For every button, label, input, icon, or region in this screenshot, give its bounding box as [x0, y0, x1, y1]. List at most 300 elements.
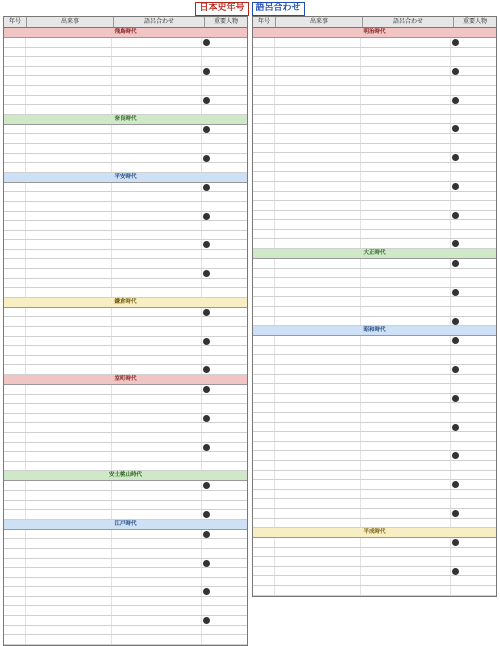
person-cell — [451, 567, 496, 576]
mnemonic-cell — [361, 259, 451, 268]
header-year: 年号 — [253, 17, 276, 27]
person-cell — [451, 490, 496, 499]
table-row — [253, 461, 496, 471]
event-cell — [275, 211, 361, 220]
event-cell — [26, 337, 112, 346]
person-cell — [202, 38, 247, 47]
left-column — [3, 16, 248, 646]
table-row — [4, 587, 247, 597]
year-cell — [253, 365, 275, 374]
year-cell — [253, 355, 275, 364]
table-row — [253, 172, 496, 182]
table-row — [4, 86, 247, 96]
event-cell — [26, 365, 112, 374]
header-event: 出来事 — [276, 17, 363, 27]
year-cell — [4, 48, 26, 57]
mnemonic-cell — [361, 230, 451, 239]
table-row — [253, 355, 496, 365]
mnemonic-cell — [361, 163, 451, 172]
person-cell — [451, 86, 496, 95]
person-cell — [202, 183, 247, 192]
year-cell — [4, 539, 26, 548]
table-row — [253, 220, 496, 230]
person-illustration-icon — [452, 125, 459, 132]
person-cell — [202, 423, 247, 432]
table-row — [4, 501, 247, 511]
year-cell — [4, 481, 26, 490]
mnemonic-cell — [112, 597, 202, 606]
mnemonic-cell — [361, 153, 451, 162]
event-cell — [26, 433, 112, 442]
table-row — [4, 279, 247, 289]
event-cell — [26, 404, 112, 413]
year-cell — [4, 144, 26, 153]
person-cell — [202, 559, 247, 568]
event-cell — [26, 279, 112, 288]
mnemonic-cell — [112, 395, 202, 404]
table-row — [4, 231, 247, 241]
year-cell — [4, 501, 26, 510]
event-cell — [26, 221, 112, 230]
year-cell — [4, 606, 26, 615]
person-cell — [451, 480, 496, 489]
mnemonic-cell — [361, 192, 451, 201]
mnemonic-cell — [112, 481, 202, 490]
mnemonic-cell — [361, 115, 451, 124]
mnemonic-cell — [112, 96, 202, 105]
mnemonic-cell — [112, 462, 202, 471]
year-cell — [4, 231, 26, 240]
table-row — [253, 259, 496, 269]
event-cell — [275, 278, 361, 287]
event-cell — [275, 394, 361, 403]
mnemonic-cell — [112, 192, 202, 201]
person-illustration-icon — [203, 39, 210, 46]
person-cell — [451, 346, 496, 355]
table-row — [4, 597, 247, 607]
person-cell — [451, 124, 496, 133]
person-cell — [451, 365, 496, 374]
table-row — [4, 259, 247, 269]
year-cell — [4, 96, 26, 105]
person-cell — [451, 288, 496, 297]
table-row — [253, 442, 496, 452]
event-cell — [275, 365, 361, 374]
event-cell — [275, 76, 361, 85]
event-cell — [275, 57, 361, 66]
person-illustration-icon — [452, 212, 459, 219]
person-illustration-icon — [203, 617, 210, 624]
mnemonic-cell — [361, 461, 451, 470]
person-cell — [202, 462, 247, 471]
mnemonic-cell — [112, 259, 202, 268]
event-cell — [275, 220, 361, 229]
year-cell — [4, 385, 26, 394]
person-cell — [451, 48, 496, 57]
mnemonic-cell — [361, 134, 451, 143]
event-cell — [26, 452, 112, 461]
person-illustration-icon — [203, 213, 210, 220]
person-cell — [451, 201, 496, 210]
table-row — [4, 269, 247, 279]
year-cell — [4, 549, 26, 558]
year-cell — [4, 269, 26, 278]
event-cell — [26, 259, 112, 268]
event-cell — [26, 549, 112, 558]
mnemonic-cell — [112, 202, 202, 211]
person-cell — [202, 105, 247, 114]
event-cell — [26, 57, 112, 66]
year-cell — [253, 413, 275, 422]
mnemonic-cell — [112, 67, 202, 76]
person-cell — [202, 57, 247, 66]
mnemonic-cell — [361, 567, 451, 576]
person-cell — [451, 499, 496, 508]
mnemonic-cell — [112, 240, 202, 249]
event-cell — [275, 38, 361, 47]
event-cell — [275, 153, 361, 162]
event-cell — [26, 86, 112, 95]
mnemonic-cell — [361, 451, 451, 460]
person-cell — [451, 67, 496, 76]
table-row — [253, 269, 496, 279]
year-cell — [253, 259, 275, 268]
year-cell — [253, 67, 275, 76]
year-cell — [253, 384, 275, 393]
event-cell — [26, 510, 112, 519]
event-cell — [26, 395, 112, 404]
mnemonic-cell — [361, 86, 451, 95]
table-row — [253, 307, 496, 317]
person-illustration-icon — [203, 444, 210, 451]
event-cell — [275, 134, 361, 143]
year-cell — [253, 538, 275, 547]
event-cell — [26, 346, 112, 355]
person-illustration-icon — [452, 183, 459, 190]
person-cell — [202, 539, 247, 548]
table-row — [4, 635, 247, 645]
table-row — [4, 337, 247, 347]
event-cell — [275, 538, 361, 547]
person-cell — [202, 67, 247, 76]
era-header: 鎌倉時代 — [4, 298, 247, 308]
event-cell — [26, 462, 112, 471]
table-row — [253, 76, 496, 86]
era-header: 大正時代 — [253, 249, 496, 259]
mnemonic-cell — [361, 38, 451, 47]
table-row — [253, 134, 496, 144]
person-illustration-icon — [452, 240, 459, 247]
year-cell — [4, 327, 26, 336]
person-cell — [202, 395, 247, 404]
person-cell — [202, 154, 247, 163]
year-cell — [253, 144, 275, 153]
event-cell — [275, 346, 361, 355]
person-cell — [202, 549, 247, 558]
person-illustration-icon — [452, 39, 459, 46]
table-row — [253, 384, 496, 394]
mnemonic-cell — [361, 375, 451, 384]
person-cell — [202, 269, 247, 278]
mnemonic-cell — [361, 586, 451, 595]
table-row — [4, 48, 247, 58]
year-cell — [4, 259, 26, 268]
mnemonic-cell — [112, 231, 202, 240]
header-person: 重要人物 — [462, 18, 487, 25]
event-cell — [275, 336, 361, 345]
person-cell — [202, 346, 247, 355]
person-cell — [202, 259, 247, 268]
era-header: 室町時代 — [4, 375, 247, 385]
table-row — [4, 183, 247, 193]
mnemonic-cell — [112, 144, 202, 153]
year-cell — [4, 192, 26, 201]
event-cell — [26, 414, 112, 423]
mnemonic-cell — [112, 125, 202, 134]
event-cell — [275, 163, 361, 172]
person-cell — [451, 317, 496, 326]
table-row — [253, 105, 496, 115]
year-cell — [4, 76, 26, 85]
year-cell — [4, 288, 26, 297]
person-cell — [451, 442, 496, 451]
person-cell — [202, 578, 247, 587]
event-cell — [26, 501, 112, 510]
mnemonic-cell — [361, 346, 451, 355]
mnemonic-cell — [361, 499, 451, 508]
mnemonic-cell — [361, 278, 451, 287]
person-cell — [451, 451, 496, 460]
table-row — [253, 278, 496, 288]
person-cell — [451, 548, 496, 557]
table-row — [253, 153, 496, 163]
person-cell — [451, 182, 496, 191]
mnemonic-cell — [112, 568, 202, 577]
table-row — [253, 557, 496, 567]
year-cell — [4, 395, 26, 404]
event-cell — [26, 96, 112, 105]
table-row — [4, 356, 247, 366]
table-row — [253, 230, 496, 240]
year-cell — [253, 567, 275, 576]
person-cell — [202, 125, 247, 134]
person-cell — [451, 172, 496, 181]
table-row — [4, 462, 247, 472]
year-cell — [4, 597, 26, 606]
event-cell — [275, 432, 361, 441]
year-cell — [253, 124, 275, 133]
header-year: 年号 — [4, 17, 27, 27]
event-cell — [275, 259, 361, 268]
mnemonic-cell — [361, 480, 451, 489]
person-cell — [202, 606, 247, 615]
event-cell — [26, 635, 112, 644]
person-illustration-icon — [452, 366, 459, 373]
table-row — [253, 336, 496, 346]
event-cell — [275, 413, 361, 422]
year-cell — [4, 337, 26, 346]
table-row — [253, 586, 496, 596]
event-cell — [275, 96, 361, 105]
event-cell — [26, 38, 112, 47]
mnemonic-cell — [361, 557, 451, 566]
table-row — [4, 549, 247, 559]
person-cell — [451, 403, 496, 412]
mnemonic-cell — [361, 105, 451, 114]
person-cell — [202, 76, 247, 85]
person-cell — [202, 192, 247, 201]
event-cell — [26, 317, 112, 326]
event-cell — [26, 481, 112, 490]
person-cell — [202, 491, 247, 500]
person-cell — [451, 220, 496, 229]
table-row — [253, 375, 496, 385]
table-row — [253, 317, 496, 327]
year-cell — [4, 105, 26, 114]
mnemonic-cell — [112, 404, 202, 413]
person-cell — [202, 481, 247, 490]
person-cell — [451, 192, 496, 201]
table-row — [4, 125, 247, 135]
year-cell — [253, 576, 275, 585]
era-header: 明治時代 — [253, 28, 496, 38]
mnemonic-cell — [112, 279, 202, 288]
table-row — [4, 221, 247, 231]
event-cell — [26, 327, 112, 336]
event-cell — [26, 212, 112, 221]
mnemonic-cell — [112, 616, 202, 625]
person-cell — [451, 38, 496, 47]
event-cell — [26, 568, 112, 577]
person-cell — [202, 134, 247, 143]
mnemonic-cell — [112, 443, 202, 452]
mnemonic-cell — [361, 67, 451, 76]
event-cell — [275, 144, 361, 153]
person-cell — [451, 307, 496, 316]
mnemonic-cell — [112, 385, 202, 394]
mnemonic-cell — [361, 172, 451, 181]
mnemonic-cell — [361, 576, 451, 585]
event-cell — [26, 423, 112, 432]
table-row — [253, 538, 496, 548]
mnemonic-cell — [112, 539, 202, 548]
person-illustration-icon — [203, 386, 210, 393]
person-cell — [451, 375, 496, 384]
mnemonic-cell — [361, 76, 451, 85]
table-row — [4, 76, 247, 86]
person-cell — [202, 144, 247, 153]
table-row — [253, 201, 496, 211]
left-table-body — [4, 28, 247, 645]
person-illustration-icon — [452, 154, 459, 161]
event-cell — [275, 567, 361, 576]
person-cell — [451, 211, 496, 220]
event-cell — [26, 192, 112, 201]
event-cell — [26, 559, 112, 568]
mnemonic-cell — [361, 336, 451, 345]
person-illustration-icon — [452, 289, 459, 296]
year-cell — [4, 57, 26, 66]
table-row — [4, 67, 247, 77]
event-cell — [26, 125, 112, 134]
person-cell — [202, 337, 247, 346]
year-cell — [253, 57, 275, 66]
year-cell — [253, 153, 275, 162]
event-cell — [275, 451, 361, 460]
event-cell — [275, 67, 361, 76]
table-row — [4, 105, 247, 115]
right-table-header — [253, 17, 496, 28]
table-row — [253, 86, 496, 96]
year-cell — [253, 134, 275, 143]
year-cell — [253, 230, 275, 239]
mnemonic-cell — [361, 269, 451, 278]
mnemonic-cell — [112, 626, 202, 635]
table-row — [253, 57, 496, 67]
right-table-body — [253, 28, 496, 596]
mnemonic-cell — [361, 442, 451, 451]
event-cell — [26, 606, 112, 615]
person-cell — [202, 568, 247, 577]
event-cell — [26, 356, 112, 365]
person-cell — [202, 452, 247, 461]
person-cell — [202, 404, 247, 413]
mnemonic-cell — [112, 356, 202, 365]
year-cell — [4, 163, 26, 172]
table-row — [253, 67, 496, 77]
person-cell — [451, 144, 496, 153]
event-cell — [275, 461, 361, 470]
table-row — [4, 317, 247, 327]
year-cell — [4, 212, 26, 221]
year-cell — [253, 220, 275, 229]
person-cell — [451, 297, 496, 306]
table-row — [4, 365, 247, 375]
person-illustration-icon — [452, 97, 459, 104]
event-cell — [26, 539, 112, 548]
person-cell — [202, 616, 247, 625]
person-cell — [202, 96, 247, 105]
person-illustration-icon — [203, 309, 210, 316]
mnemonic-cell — [112, 510, 202, 519]
person-cell — [451, 586, 496, 595]
year-cell — [4, 317, 26, 326]
person-cell — [202, 530, 247, 539]
table-row — [253, 38, 496, 48]
event-cell — [26, 240, 112, 249]
table-row — [4, 327, 247, 337]
mnemonic-cell — [112, 337, 202, 346]
table-row — [4, 144, 247, 154]
table-row — [4, 423, 247, 433]
year-cell — [4, 250, 26, 259]
table-row — [253, 288, 496, 298]
person-illustration-icon — [203, 97, 210, 104]
person-illustration-icon — [452, 337, 459, 344]
table-row — [4, 346, 247, 356]
mnemonic-cell — [361, 220, 451, 229]
person-cell — [451, 105, 496, 114]
table-row — [4, 57, 247, 67]
table-row — [253, 163, 496, 173]
header-mnemonic: 語呂合わせ — [114, 17, 205, 27]
event-cell — [26, 250, 112, 259]
event-cell — [26, 597, 112, 606]
mnemonic-cell — [112, 578, 202, 587]
person-illustration-icon — [203, 68, 210, 75]
title-sub: 語呂合わせ — [252, 2, 305, 16]
table-row — [253, 346, 496, 356]
